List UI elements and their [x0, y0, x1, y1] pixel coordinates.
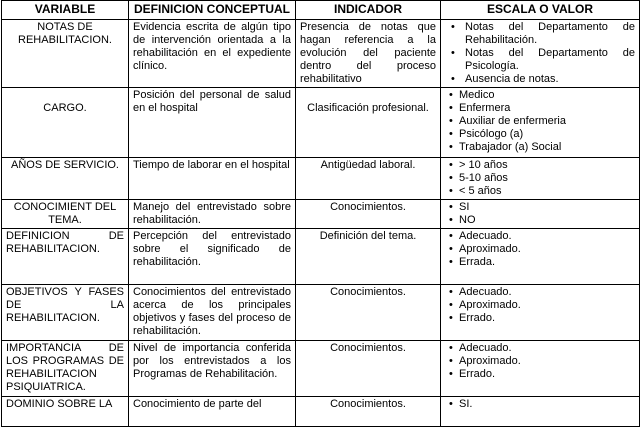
cell-escala	[441, 229, 640, 285]
list-item: • SI	[459, 201, 635, 214]
list-item: • Errada.	[459, 256, 635, 269]
list-item: • Medico	[459, 89, 635, 102]
table-row	[2, 158, 640, 200]
list-item: • Aproximado.	[459, 299, 635, 312]
list-item: • Aproximado.	[459, 243, 635, 256]
list-item: • Aproximado.	[459, 355, 635, 368]
cell-indicador: Conocimientos.	[296, 341, 441, 397]
escala-list	[445, 398, 635, 411]
list-item: • 5-10 años	[459, 172, 635, 185]
cell-definicion: Conocimientos del entrevistado acerca de los principales objetivos y fases del proceso de rehabilitación.	[129, 285, 296, 341]
cell-indicador: Antigüedad laboral.	[296, 158, 441, 200]
cell-variable: OBJETIVOS Y FASES DE LA REHABILITACION.	[2, 285, 129, 341]
header-row	[2, 1, 640, 20]
list-item: • Errado.	[459, 368, 635, 381]
list-item: • Enfermera	[459, 102, 635, 115]
cell-variable: CARGO.	[2, 88, 129, 158]
cell-indicador: Conocimientos.	[296, 285, 441, 341]
cell-indicador: Definición del tema.	[296, 229, 441, 285]
list-item: • Trabajador (a) Social	[459, 141, 635, 154]
list-item: • Errado.	[459, 312, 635, 325]
cell-variable: DEFINICION DE REHABILITACION.	[2, 229, 129, 285]
cell-escala	[441, 341, 640, 397]
escala-list	[445, 230, 635, 269]
cell-indicador: Presencia de notas que hagan referencia a la evolución del paciente dentro del proceso rehabilitativo	[296, 20, 441, 88]
escala-list	[445, 201, 635, 227]
list-item: • Auxiliar de enfermeria	[459, 115, 635, 128]
escala-list	[445, 89, 635, 154]
table-row	[2, 229, 640, 285]
escala-list	[445, 286, 635, 325]
list-item: • < 5 años	[459, 185, 635, 198]
cell-definicion: Evidencia escrita de algún tipo de intervención orientada a la rehabilitación en el expediente clínico.	[129, 20, 296, 88]
list-item: • Notas del Departamento de Rehabilitación.	[465, 21, 635, 47]
cell-escala	[441, 88, 640, 158]
variables-table	[1, 0, 640, 427]
escala-list	[445, 159, 635, 198]
cell-variable: CONOCIMIENT DEL TEMA.	[2, 200, 129, 229]
header-escala: ESCALA O VALOR	[441, 1, 640, 20]
cell-definicion: Manejo del entrevistado sobre rehabilitación.	[129, 200, 296, 229]
table-row	[2, 20, 640, 88]
cell-variable: IMPORTANCIA DE LOS PROGRAMAS DE REHABILITACION PSIQUIATRICA.	[2, 341, 129, 397]
table-row	[2, 341, 640, 397]
cell-escala	[441, 200, 640, 229]
list-item: • Ausencia de notas.	[465, 73, 635, 86]
cell-variable: AÑOS DE SERVICIO.	[2, 158, 129, 200]
cell-escala	[441, 158, 640, 200]
cell-indicador: Clasificación profesional.	[296, 88, 441, 158]
cell-indicador: Conocimientos.	[296, 200, 441, 229]
cell-definicion: Nivel de importancia conferida por los entrevistados a los Programas de Rehabilitación.	[129, 341, 296, 397]
table-row	[2, 88, 640, 158]
escala-list	[445, 21, 635, 86]
table-row	[2, 200, 640, 229]
list-item: • Notas del Departamento de Psicología.	[465, 47, 635, 73]
list-item: • Adecuado.	[459, 230, 635, 243]
list-item: • Adecuado.	[459, 342, 635, 355]
cell-definicion: Percepción del entrevistado sobre el significado de rehabilitación.	[129, 229, 296, 285]
escala-list	[445, 342, 635, 381]
list-item: • > 10 años	[459, 159, 635, 172]
header-definicion: DEFINICION CONCEPTUAL	[129, 1, 296, 20]
list-item: • NO	[459, 214, 635, 227]
cell-definicion: Tiempo de laborar en el hospital	[129, 158, 296, 200]
cell-escala	[441, 285, 640, 341]
list-item: • Psicólogo (a)	[459, 128, 635, 141]
cell-indicador: Conocimientos.	[296, 397, 441, 427]
cell-escala	[441, 20, 640, 88]
cell-escala	[441, 397, 640, 427]
cell-variable: NOTAS DE REHABILITACION.	[2, 20, 129, 88]
table-row	[2, 285, 640, 341]
list-item: • Adecuado.	[459, 286, 635, 299]
list-item: • SI.	[459, 398, 635, 411]
table-row	[2, 397, 640, 427]
header-indicador: INDICADOR	[296, 1, 441, 20]
cell-variable: DOMINIO SOBRE LA	[2, 397, 129, 427]
cell-definicion: Conocimiento de parte del	[129, 397, 296, 427]
header-variable: VARIABLE	[2, 1, 129, 20]
cell-definicion: Posición del personal de salud en el hospital	[129, 88, 296, 158]
